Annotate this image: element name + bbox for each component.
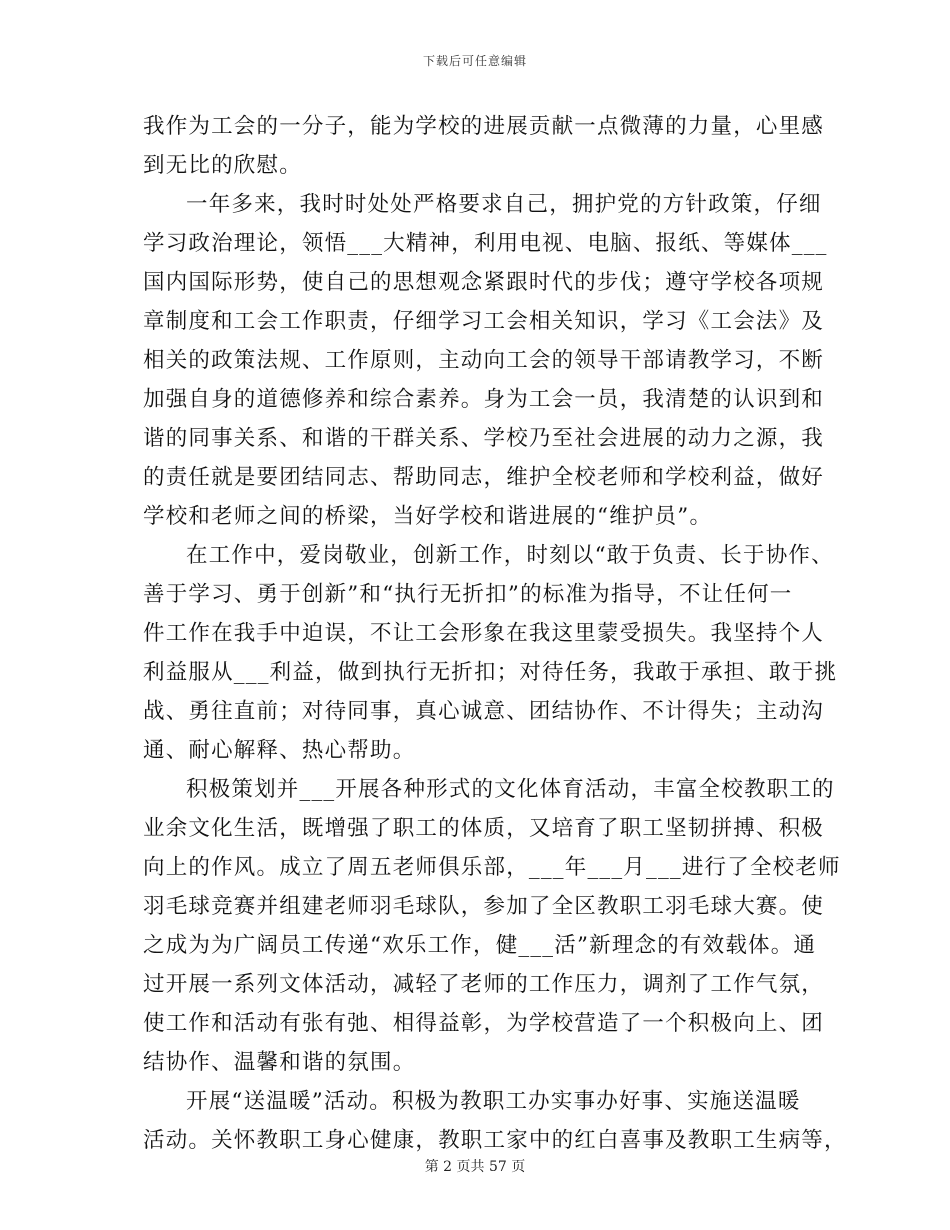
text-line: 学习政治理论，领悟___大精神，利用电视、电脑、报纸、等媒体___	[143, 231, 828, 256]
text-line: 开展“送温暖”活动。积极为教职工办实事办好事、实施送温暖	[186, 1089, 801, 1114]
text-line: 羽毛球竞赛并组建老师羽毛球队，参加了全区教职工羽毛球大赛。使	[143, 894, 825, 919]
text-line: 利益服从___利益，做到执行无折扣；对待任务，我敢于承担、敢于挑	[143, 660, 838, 685]
text-line: 善于学习、勇于创新”和“执行无折扣”的标准为指导，不让任何一	[143, 582, 793, 607]
text-line: 积极策划并___开展各种形式的文化体育活动，丰富全校教职工的	[186, 777, 835, 802]
page-footer: 第 2 页共 57 页	[424, 1159, 526, 1175]
page-header: 下载后可任意编辑	[422, 54, 527, 68]
text-line: 战、勇往直前；对待同事，真心诚意、团结协作、不计得失；主动沟	[143, 699, 825, 724]
text-line: 到无比的欣慰。	[143, 153, 302, 178]
text-line: 业余文化生活，既增强了职工的体质，又培育了职工坚韧拼搏、积极	[143, 816, 825, 841]
text-line: 使工作和活动有张有弛、相得益彰，为学校营造了一个积极向上、团	[143, 1011, 825, 1036]
text-line: 件工作在我手中迫误，不让工会形象在我这里蒙受损失。我坚持个人	[143, 621, 825, 646]
text-line: 一年多来，我时时处处严格要求自己，拥护党的方针政策，仔细	[186, 192, 822, 217]
text-line: 国内国际形势，使自己的思想观念紧跟时代的步伐；遵守学校各项规	[143, 270, 825, 295]
text-line: 在工作中，爱岗敬业，创新工作，时刻以“敢于负责、长于协作、	[186, 543, 834, 568]
text-line: 活动。关怀教职工身心健康，教职工家中的红白喜事及教职工生病等，	[143, 1128, 847, 1153]
text-line: 谐的同事关系、和谐的干群关系、学校乃至社会进展的动力之源，我	[143, 426, 825, 451]
document-body	[143, 107, 847, 1160]
text-line: 之成为为广阔员工传递“欢乐工作，健___活”新理念的有效载体。通	[143, 933, 817, 958]
text-line: 章制度和工会工作职责，仔细学习工会相关知识，学习《工会法》及	[143, 309, 825, 334]
text-line: 结协作、温馨和谐的氛围。	[143, 1050, 416, 1075]
text-line: 加强自身的道德修养和综合素养。身为工会一员，我清楚的认识到和	[143, 387, 825, 412]
text-line: 的责任就是要团结同志、帮助同志，维护全校老师和学校利益，做好	[143, 465, 825, 490]
text-line: 相关的政策法规、工作原则，主动向工会的领导干部请教学习，不断	[143, 348, 825, 373]
text-line: 我作为工会的一分子，能为学校的进展贡献一点微薄的力量，心里感	[143, 114, 825, 139]
text-line: 向上的作风。成立了周五老师俱乐部，___年___月___进行了全校老师	[143, 855, 841, 880]
text-line: 过开展一系列文体活动，减轻了老师的工作压力，调剂了工作气氛，	[143, 972, 825, 997]
text-line: 学校和老师之间的桥梁，当好学校和谐进展的“维护员”。	[143, 504, 713, 529]
text-line: 通、耐心解释、热心帮助。	[143, 738, 416, 763]
